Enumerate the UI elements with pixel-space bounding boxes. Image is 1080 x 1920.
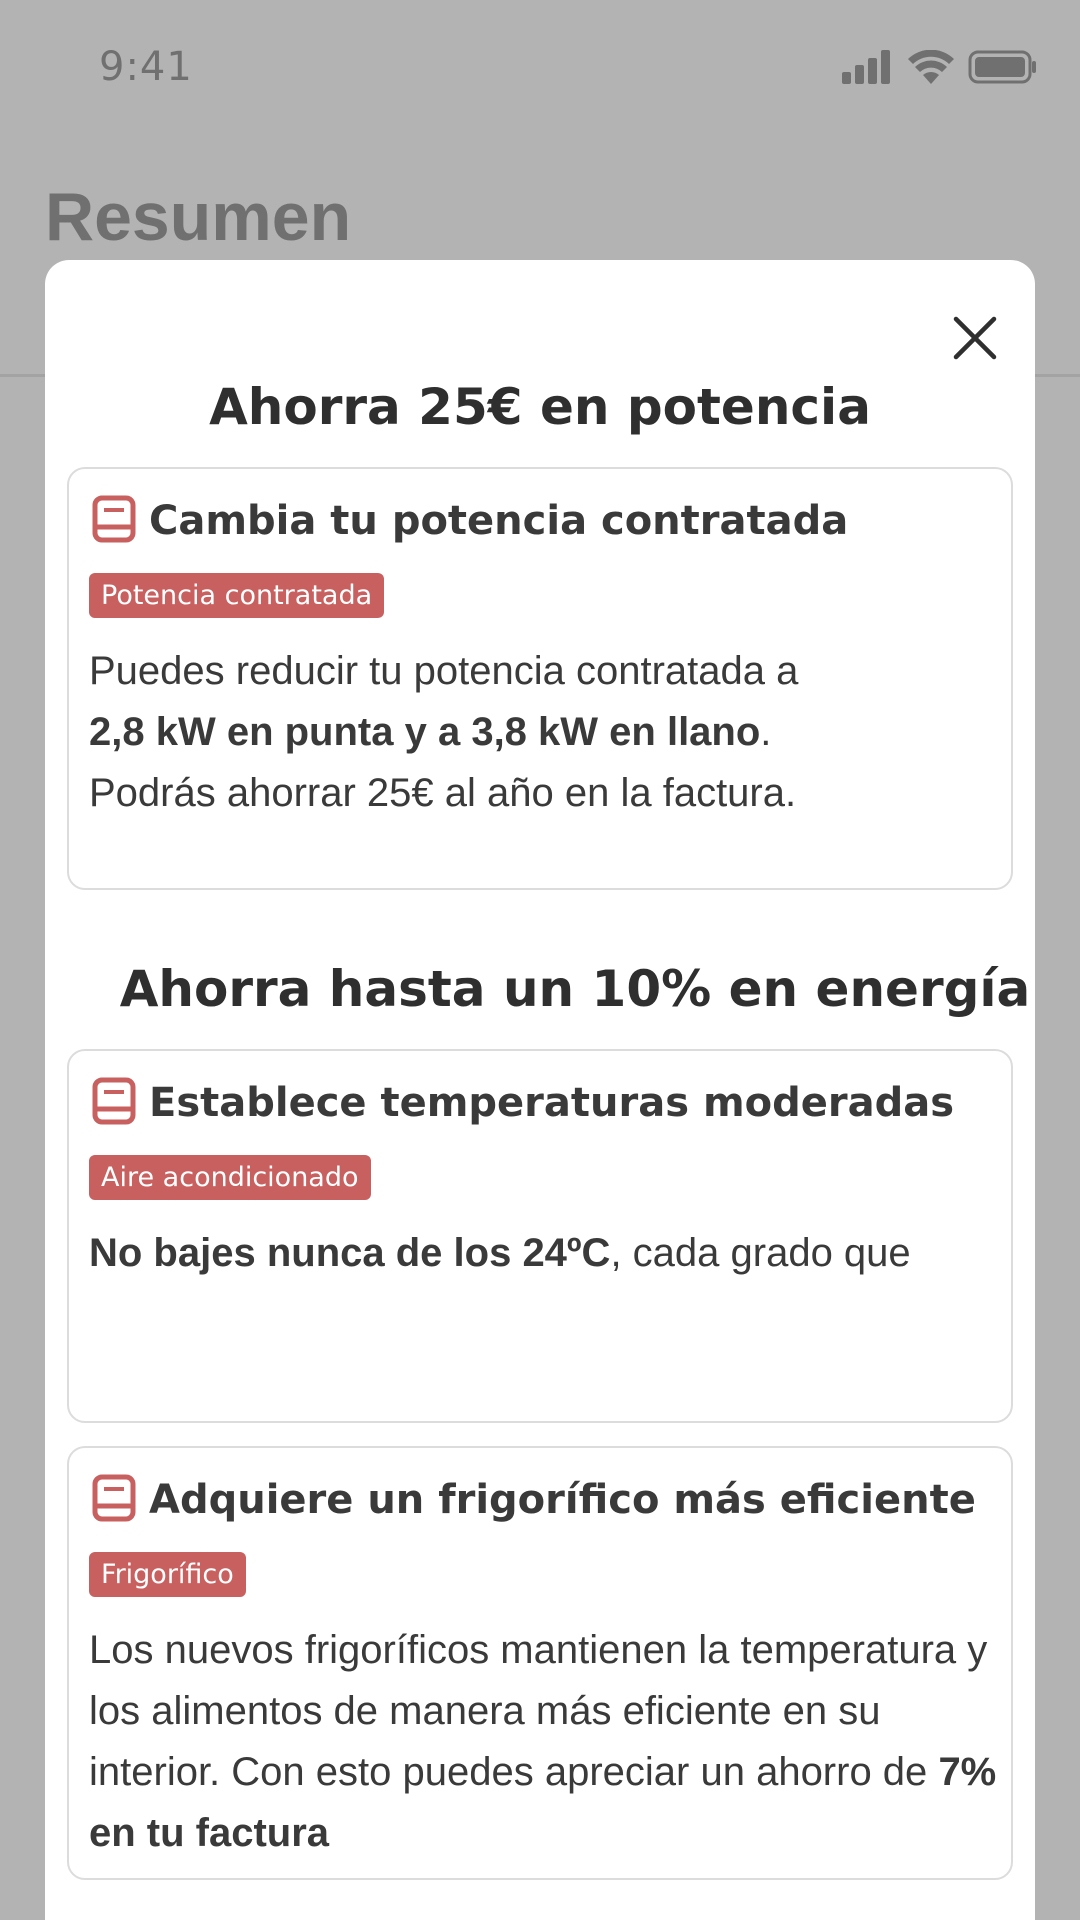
- status-bar: [0, 0, 1080, 140]
- card-header: [91, 1474, 976, 1526]
- book-icon: [91, 1077, 137, 1129]
- card-title: Establece temperaturas moderadas: [149, 1080, 955, 1126]
- body-bold: 2,8 kW en punta y a 3,8 kW en llano: [89, 710, 761, 754]
- body-text: .: [760, 710, 772, 754]
- status-icons: [842, 50, 1038, 88]
- body-text: Puedes reducir tu potencia contratada a: [89, 649, 799, 693]
- close-icon[interactable]: [952, 315, 998, 365]
- battery-icon: [968, 50, 1038, 88]
- signal-icon: [842, 50, 894, 88]
- book-icon: [91, 495, 137, 547]
- card-header: [91, 495, 848, 547]
- body-bold: 7% en tu factura: [89, 1750, 997, 1855]
- close-button[interactable]: [949, 314, 1001, 366]
- card-title: Cambia tu potencia contratada: [149, 498, 849, 544]
- card-body: [89, 641, 1009, 824]
- category-tag: Potencia contratada: [89, 573, 384, 618]
- page-title: Resumen: [45, 179, 352, 255]
- body-bold: No bajes nunca de los 24ºC: [89, 1231, 611, 1275]
- book-icon: [91, 1474, 137, 1526]
- section-title-potencia: Ahorra 25€ en potencia: [209, 378, 871, 436]
- card-body: [89, 1620, 1009, 1864]
- category-tag: Frigorífico: [89, 1552, 246, 1597]
- card-body: [89, 1223, 1009, 1284]
- tip-card[interactable]: [67, 1446, 1013, 1880]
- wifi-icon: [908, 50, 954, 88]
- card-title: Adquiere un frigorífico más eficiente: [149, 1477, 976, 1523]
- body-text: , cada grado que: [610, 1231, 911, 1275]
- tip-card[interactable]: [67, 1049, 1013, 1423]
- body-text: Podrás ahorrar 25€ al año en la factura.: [89, 771, 797, 815]
- status-time: 9:41: [99, 44, 193, 90]
- tip-card[interactable]: [67, 467, 1013, 890]
- section-title-energia: Ahorra hasta un 10% en energía: [119, 960, 1031, 1018]
- savings-modal: [45, 260, 1035, 1920]
- body-text: Los nuevos frigoríficos mantienen la temperatura y los alimentos de manera más eficiente en su interior. Con esto puedes apreciar un ahorro de: [89, 1628, 988, 1794]
- category-tag: Aire acondicionado: [89, 1155, 371, 1200]
- card-header: [91, 1077, 954, 1129]
